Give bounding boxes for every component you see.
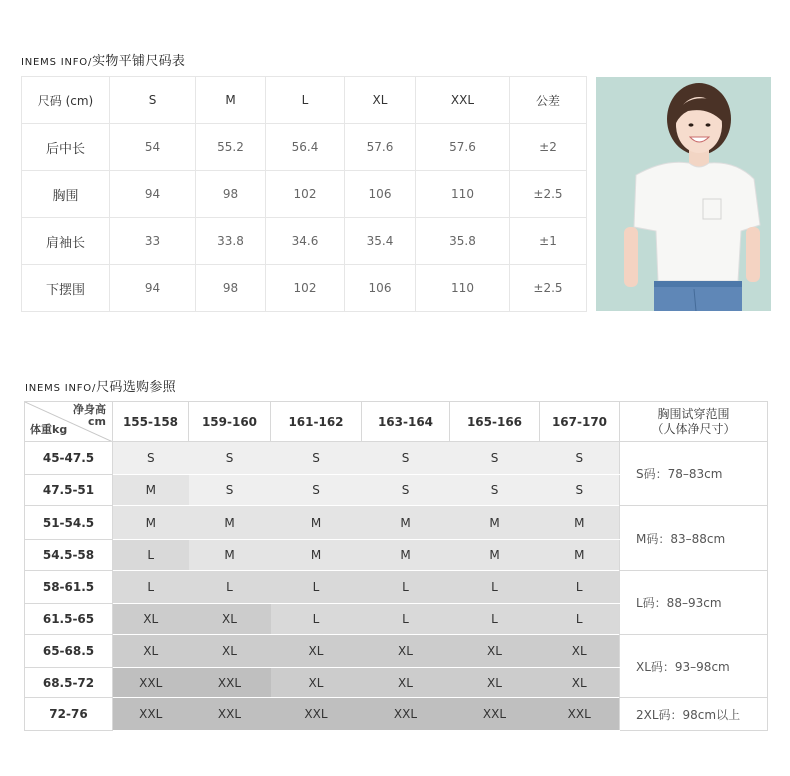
- product-photo: [596, 77, 771, 311]
- chest-range-cell: 2XL码：98cm以上: [620, 698, 768, 731]
- recommended-size-cell: XXL: [540, 698, 620, 731]
- recommended-size-cell: S: [540, 442, 620, 475]
- measurement-value-cell: 54: [110, 124, 196, 171]
- measurement-value-cell: ±2.5: [510, 265, 587, 312]
- table-corner-cell: [25, 402, 113, 442]
- height-header: 155-158: [113, 402, 189, 442]
- size-chart-title-en: INEMS INFO/: [21, 57, 93, 68]
- recommended-size-cell: M: [540, 506, 620, 540]
- weight-range-cell: 65-68.5: [25, 635, 113, 668]
- chest-range-header: 胸围试穿范围 （人体净尺寸）: [620, 402, 768, 442]
- weight-range-cell: 51-54.5: [25, 506, 113, 540]
- weight-range-cell: 54.5-58: [25, 540, 113, 571]
- height-header: 167-170: [540, 402, 620, 442]
- reference-table-row: [25, 635, 768, 668]
- size-table-header-cell: XXL: [416, 77, 510, 124]
- size-guide-title-cn: 尺码选购参照: [96, 380, 176, 395]
- recommended-size-cell: L: [362, 571, 450, 604]
- recommended-size-cell: XXL: [113, 668, 189, 698]
- recommended-size-cell: L: [362, 604, 450, 635]
- measurement-value-cell: 110: [416, 171, 510, 218]
- recommended-size-cell: M: [362, 540, 450, 571]
- recommended-size-cell: XL: [113, 635, 189, 668]
- recommended-size-cell: XL: [113, 604, 189, 635]
- recommended-size-cell: XXL: [450, 698, 540, 731]
- recommended-size-cell: M: [450, 506, 540, 540]
- recommended-size-cell: M: [362, 506, 450, 540]
- weight-range-cell: 47.5-51: [25, 475, 113, 506]
- recommended-size-cell: S: [450, 475, 540, 506]
- recommended-size-cell: S: [189, 475, 271, 506]
- reference-table-row: [25, 698, 768, 731]
- measurement-value-cell: 35.8: [416, 218, 510, 265]
- measurement-value-cell: 94: [110, 265, 196, 312]
- measurement-value-cell: 33.8: [196, 218, 266, 265]
- measurement-value-cell: ±2.5: [510, 171, 587, 218]
- height-header: 161-162: [271, 402, 362, 442]
- recommended-size-cell: XL: [271, 635, 362, 668]
- size-table-row: [22, 218, 587, 265]
- recommended-size-cell: XL: [189, 604, 271, 635]
- recommended-size-cell: XXL: [189, 698, 271, 731]
- recommended-size-cell: L: [450, 571, 540, 604]
- chest-range-cell: S码：78–83cm: [620, 442, 768, 506]
- recommended-size-cell: S: [189, 442, 271, 475]
- size-table-header-cell: 公差: [510, 77, 587, 124]
- size-table-header-cell: XL: [345, 77, 416, 124]
- measurement-value-cell: 55.2: [196, 124, 266, 171]
- recommended-size-cell: M: [113, 506, 189, 540]
- recommended-size-cell: L: [189, 571, 271, 604]
- weight-range-cell: 45-47.5: [25, 442, 113, 475]
- recommended-size-cell: XXL: [362, 698, 450, 731]
- measurement-value-cell: ±1: [510, 218, 587, 265]
- measurement-value-cell: 102: [266, 171, 345, 218]
- size-table-header-cell: M: [196, 77, 266, 124]
- recommended-size-cell: XL: [189, 635, 271, 668]
- measurement-value-cell: 35.4: [345, 218, 416, 265]
- recommended-size-cell: XXL: [113, 698, 189, 731]
- recommended-size-cell: S: [113, 442, 189, 475]
- recommended-size-cell: XL: [362, 668, 450, 698]
- size-table-header-cell: L: [266, 77, 345, 124]
- weight-range-cell: 61.5-65: [25, 604, 113, 635]
- recommended-size-cell: S: [450, 442, 540, 475]
- recommended-size-cell: S: [540, 475, 620, 506]
- recommended-size-cell: L: [540, 571, 620, 604]
- measurement-value-cell: 34.6: [266, 218, 345, 265]
- size-recommendation-table: [24, 401, 768, 731]
- recommended-size-cell: M: [271, 506, 362, 540]
- measurement-value-cell: 33: [110, 218, 196, 265]
- measurement-value-cell: 102: [266, 265, 345, 312]
- recommended-size-cell: XL: [540, 668, 620, 698]
- recommended-size-cell: L: [540, 604, 620, 635]
- measurement-name-cell: 后中长: [22, 124, 110, 171]
- recommended-size-cell: XXL: [189, 668, 271, 698]
- size-table-header-cell: S: [110, 77, 196, 124]
- recommended-size-cell: XL: [450, 668, 540, 698]
- recommended-size-cell: XL: [450, 635, 540, 668]
- size-chart-title-cn: 实物平铺尺码表: [92, 54, 186, 69]
- measurement-name-cell: 肩袖长: [22, 218, 110, 265]
- measurement-value-cell: 57.6: [416, 124, 510, 171]
- weight-range-cell: 68.5-72: [25, 668, 113, 698]
- reference-table-row: [25, 506, 768, 540]
- measurement-value-cell: 110: [416, 265, 510, 312]
- measurement-value-cell: 94: [110, 171, 196, 218]
- recommended-size-cell: M: [450, 540, 540, 571]
- chest-range-cell: XL码：93–98cm: [620, 635, 768, 698]
- size-table-row: [22, 171, 587, 218]
- corner-height-label: 净身高 cm: [73, 403, 106, 428]
- recommended-size-cell: L: [450, 604, 540, 635]
- chest-range-cell: M码：83–88cm: [620, 506, 768, 571]
- size-guide-title: [25, 376, 176, 395]
- height-header: 163-164: [362, 402, 450, 442]
- chest-range-cell: L码：88–93cm: [620, 571, 768, 635]
- recommended-size-cell: L: [113, 571, 189, 604]
- size-table-header-row: [22, 77, 587, 124]
- weight-range-cell: 58-61.5: [25, 571, 113, 604]
- recommended-size-cell: L: [113, 540, 189, 571]
- measurement-value-cell: 98: [196, 171, 266, 218]
- measurement-name-cell: 胸围: [22, 171, 110, 218]
- size-table-header-cell: 尺码 (cm): [22, 77, 110, 124]
- height-header: 165-166: [450, 402, 540, 442]
- recommended-size-cell: M: [189, 506, 271, 540]
- recommended-size-cell: S: [271, 442, 362, 475]
- recommended-size-cell: XXL: [271, 698, 362, 731]
- reference-table-row: [25, 571, 768, 604]
- recommended-size-cell: XL: [540, 635, 620, 668]
- measurement-value-cell: 106: [345, 171, 416, 218]
- recommended-size-cell: XL: [362, 635, 450, 668]
- measurement-value-cell: 98: [196, 265, 266, 312]
- size-measurement-table: [21, 76, 587, 312]
- recommended-size-cell: L: [271, 571, 362, 604]
- measurement-name-cell: 下摆围: [22, 265, 110, 312]
- measurement-value-cell: ±2: [510, 124, 587, 171]
- measurement-value-cell: 56.4: [266, 124, 345, 171]
- size-table-row: [22, 124, 587, 171]
- corner-weight-label: 体重kg: [30, 423, 68, 436]
- recommended-size-cell: M: [540, 540, 620, 571]
- recommended-size-cell: S: [362, 475, 450, 506]
- weight-range-cell: 72-76: [25, 698, 113, 731]
- size-table-row: [22, 265, 587, 312]
- recommended-size-cell: XL: [271, 668, 362, 698]
- size-chart-title: [21, 50, 185, 69]
- recommended-size-cell: S: [362, 442, 450, 475]
- recommended-size-cell: S: [271, 475, 362, 506]
- reference-table-row: [25, 442, 768, 475]
- model-illustration: [596, 77, 771, 311]
- recommended-size-cell: L: [271, 604, 362, 635]
- height-header: 159-160: [189, 402, 271, 442]
- size-guide-title-en: INEMS INFO/: [25, 383, 97, 394]
- recommended-size-cell: M: [113, 475, 189, 506]
- recommended-size-cell: M: [271, 540, 362, 571]
- recommended-size-cell: M: [189, 540, 271, 571]
- measurement-value-cell: 57.6: [345, 124, 416, 171]
- measurement-value-cell: 106: [345, 265, 416, 312]
